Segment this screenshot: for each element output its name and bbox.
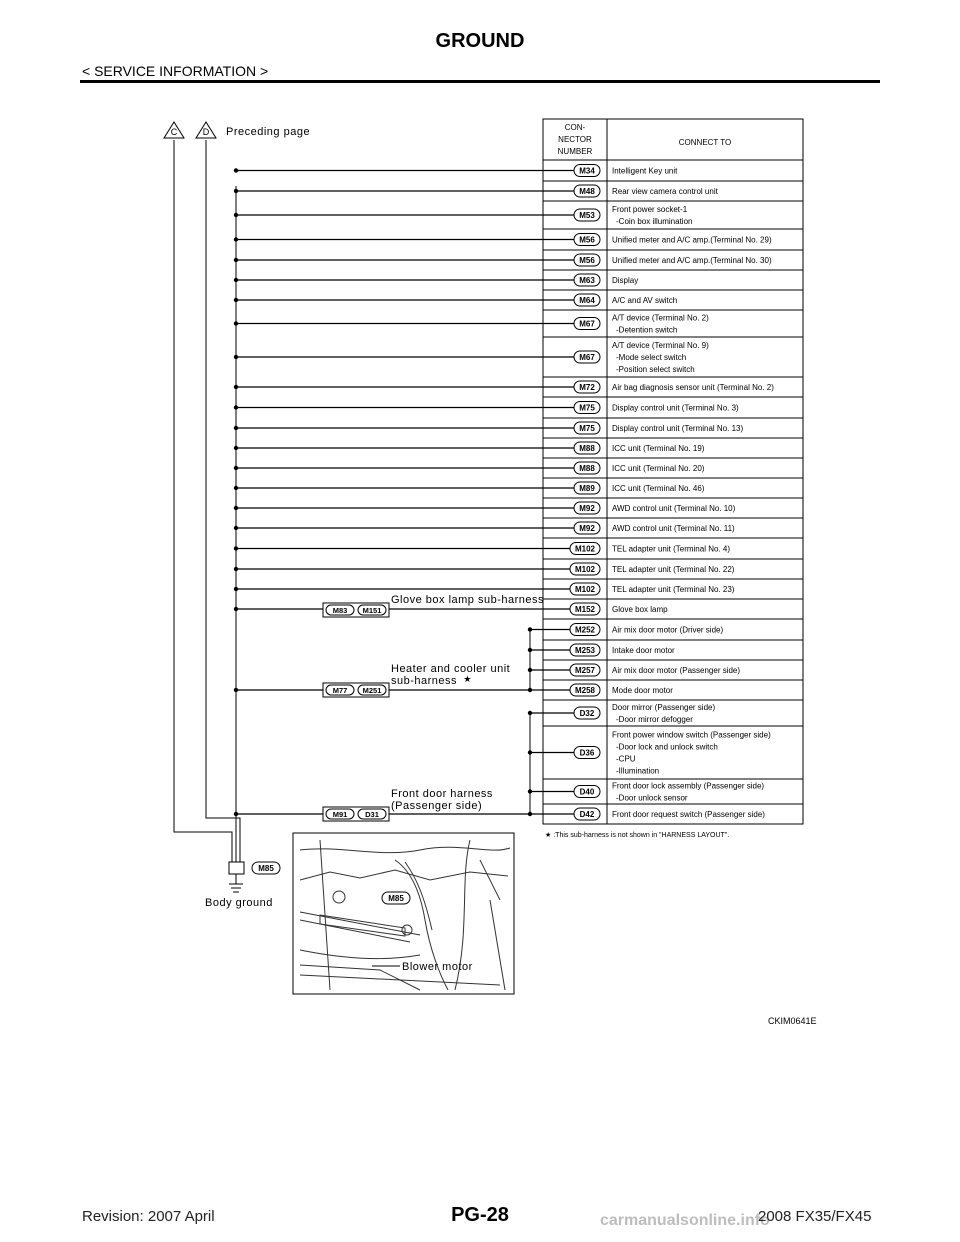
- splice-dot: [234, 466, 238, 470]
- connector-number: M67: [579, 319, 595, 329]
- splice-dot: [234, 506, 238, 510]
- inline-connector-number: M151: [362, 606, 382, 615]
- splice-dot: [234, 812, 238, 816]
- splice-dot: [234, 426, 238, 430]
- splice-dot: [234, 405, 238, 409]
- splice-dot: [234, 321, 238, 325]
- connector-number: D40: [579, 787, 595, 797]
- connect-to-name: AWD control unit (Terminal No. 11): [612, 524, 735, 533]
- connector-number: M67: [579, 353, 595, 362]
- inline-connector-number: M77: [332, 686, 348, 695]
- splice-dot: [234, 258, 238, 262]
- connect-to-name: ICC unit (Terminal No. 20): [612, 464, 705, 473]
- splice-dot: [234, 278, 238, 282]
- footer-watermark: carmanualsonline.info: [600, 1212, 770, 1229]
- connector-number: M102: [574, 585, 596, 594]
- header-connect-to: CONNECT TO: [678, 138, 732, 147]
- connector-number: M252: [574, 625, 596, 635]
- connector-number: D42: [579, 810, 595, 819]
- connect-to-name: Front door lock assembly (Passenger side): [612, 781, 765, 791]
- connect-to-name: ICC unit (Terminal No. 46): [612, 484, 705, 493]
- splice-dot: [234, 168, 238, 172]
- inline-connector-number: M83: [332, 606, 348, 615]
- connect-to-name: Unified meter and A/C amp.(Terminal No. 30): [612, 256, 772, 265]
- sub-harness-label: (Passenger side): [391, 800, 483, 812]
- connector-number: M89: [579, 484, 595, 493]
- connector-number: M56: [579, 256, 595, 265]
- body-ground-label: Body ground: [205, 897, 273, 909]
- section-label: < SERVICE INFORMATION >: [82, 63, 269, 79]
- header-connector-line-2: NECTOR: [558, 135, 592, 144]
- connect-to-name: Glove box lamp: [612, 605, 668, 614]
- splice-dot: [234, 446, 238, 450]
- header-connector-line-3: NUMBER: [557, 147, 593, 156]
- splice-dot: [234, 546, 238, 550]
- inset-connector-label: M85: [388, 894, 404, 903]
- connect-to-name: Intelligent Key unit: [612, 166, 678, 176]
- connect-to-detail: -Illumination: [616, 766, 660, 776]
- connect-to-name: Air mix door motor (Passenger side): [612, 666, 741, 675]
- inline-connector-number: D31: [365, 810, 379, 819]
- connector-number: M102: [574, 544, 596, 554]
- header-connector-line-1: CON-: [564, 123, 586, 132]
- connect-to-name: TEL adapter unit (Terminal No. 22): [612, 565, 735, 574]
- connect-to-name: AWD control unit (Terminal No. 10): [612, 504, 736, 513]
- connect-to-name: Unified meter and A/C amp.(Terminal No. 29): [612, 235, 772, 245]
- sub-harness-label: Heater and cooler unit: [391, 663, 511, 675]
- preceding-page-label: Preceding page: [226, 126, 311, 138]
- footnote: ★ :This sub-harness is not shown in "HARNESS LAYOUT".: [545, 832, 730, 839]
- sub-harness-label: Front door harness: [391, 788, 493, 800]
- footer-model: 2008 FX35/FX45: [758, 1208, 872, 1225]
- splice-dot: [234, 486, 238, 490]
- sub-harness-group: [234, 594, 544, 821]
- connect-to-name: Door mirror (Passenger side): [612, 703, 716, 712]
- splice-dot: [234, 213, 238, 217]
- connector-number: M48: [579, 187, 595, 196]
- connector-number: M92: [579, 504, 595, 513]
- connect-to-detail: -Coin box illumination: [616, 217, 693, 226]
- connect-to-name: Front power socket-1: [612, 205, 688, 214]
- connect-to-detail: -Detention switch: [616, 325, 678, 335]
- sub-harness-label: sub-harness: [391, 675, 458, 687]
- connect-to-name: A/C and AV switch: [612, 296, 678, 305]
- connect-to-name: Display control unit (Terminal No. 3): [612, 403, 739, 413]
- connect-to-name: ICC unit (Terminal No. 19): [612, 444, 705, 453]
- marker-d-label: D: [202, 127, 210, 137]
- connect-to-detail: -CPU: [616, 754, 636, 764]
- splice-dot: [234, 526, 238, 530]
- connect-to-name: Rear view camera control unit: [612, 187, 718, 196]
- connector-number: D32: [579, 709, 595, 718]
- splice-dot: [234, 237, 238, 241]
- connector-number: M75: [579, 424, 595, 433]
- connect-to-detail: -Door mirror defogger: [616, 715, 693, 724]
- footer-revision: Revision: 2007 April: [82, 1208, 215, 1225]
- connect-to-name: A/T device (Terminal No. 2): [612, 313, 709, 323]
- connect-to-detail: -Door lock and unlock switch: [616, 742, 718, 752]
- ground-connector-label: M85: [258, 864, 274, 873]
- connector-number: M56: [579, 235, 595, 245]
- connect-to-name: TEL adapter unit (Terminal No. 23): [612, 585, 735, 594]
- connector-number: M152: [574, 605, 596, 614]
- connect-to-name: Display: [612, 276, 639, 285]
- splice-dot: [234, 567, 238, 571]
- connector-number: M258: [574, 686, 596, 695]
- connector-number: M34: [579, 166, 595, 176]
- splice-dot: [234, 355, 238, 359]
- footer-page-number: PG-28: [451, 1204, 509, 1226]
- splice-dot: [234, 607, 238, 611]
- splice-dot: [234, 587, 238, 591]
- connect-to-name: Mode door motor: [612, 686, 673, 695]
- connect-to-name: Intake door motor: [612, 646, 675, 655]
- connector-number: D36: [579, 748, 595, 758]
- sub-harness-label: Glove box lamp sub-harness: [391, 594, 545, 606]
- figure-id: CKIM0641E: [768, 1016, 817, 1026]
- connect-to-name: Air bag diagnosis sensor unit (Terminal No. 2): [612, 383, 774, 392]
- connector-number: M53: [579, 211, 595, 220]
- inline-connector-number: M251: [362, 686, 382, 695]
- connect-to-detail: -Position select switch: [616, 365, 695, 374]
- connector-number: M257: [574, 666, 596, 675]
- splice-dot: [234, 688, 238, 692]
- connect-to-name: TEL adapter unit (Terminal No. 4): [612, 544, 730, 554]
- connect-to-name: A/T device (Terminal No. 9): [612, 341, 709, 350]
- connector-number: M92: [579, 524, 595, 533]
- connector-table-rows: [234, 160, 803, 862]
- connect-to-name: Air mix door motor (Driver side): [612, 625, 724, 635]
- connector-number: M88: [579, 444, 595, 453]
- connect-to-detail: -Mode select switch: [616, 353, 687, 362]
- splice-dot: [234, 385, 238, 389]
- connector-number: M75: [579, 403, 595, 413]
- connector-number: M64: [579, 296, 595, 305]
- splice-dot: [234, 298, 238, 302]
- connector-number: M253: [574, 646, 596, 655]
- connect-to-name: Display control unit (Terminal No. 13): [612, 424, 744, 433]
- connector-number: M88: [579, 464, 595, 473]
- connector-number: M102: [574, 565, 596, 574]
- connect-to-name: Front door request switch (Passenger side): [612, 810, 765, 819]
- connector-number: M63: [579, 276, 595, 285]
- connect-to-name: Front power window switch (Passenger side): [612, 730, 771, 740]
- connector-number: M72: [579, 383, 595, 392]
- sub-harness-star: ★: [463, 674, 472, 684]
- splice-dot: [234, 189, 238, 193]
- page-title: GROUND: [435, 30, 525, 52]
- marker-c-label: C: [170, 127, 178, 137]
- inline-connector-number: M91: [332, 810, 348, 819]
- connect-to-detail: -Door unlock sensor: [616, 793, 688, 803]
- blower-motor-label: Blower motor: [402, 961, 473, 973]
